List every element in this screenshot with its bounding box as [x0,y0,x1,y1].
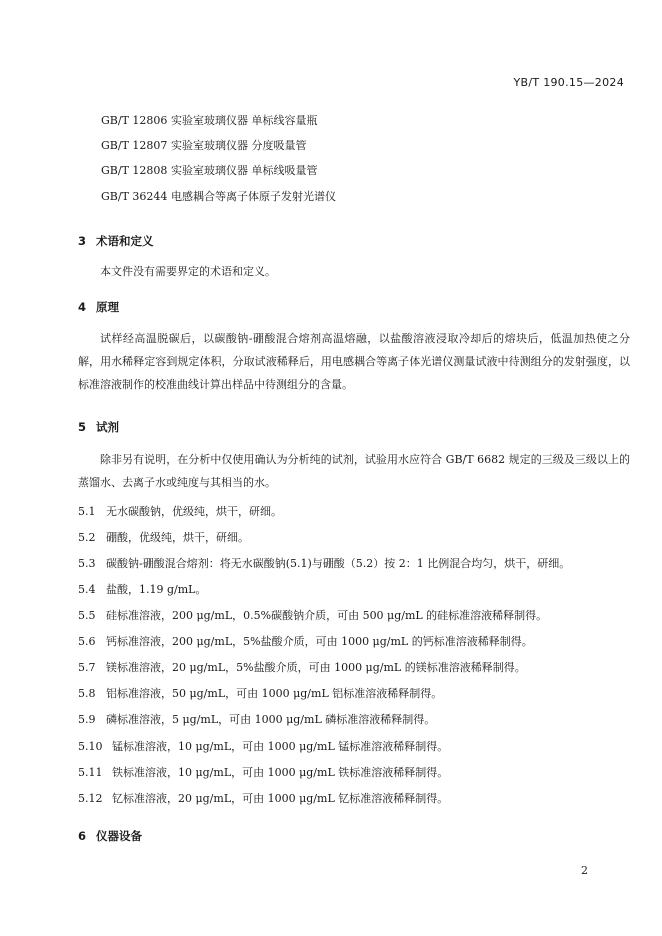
reagent-item: 5.5 硅标准溶液，200 μg/mL，0.5%碳酸钠介质，可由 500 μg/mL 的硅标准溶液稀释制得。 [78,609,548,622]
reference-code: GB/T 12808 [101,164,168,177]
section-4-heading: 4 原理 [78,300,119,314]
reagent-item: 5.10 锰标准溶液，10 μg/mL，可由 1000 μg/mL 锰标准溶液稀释制得。 [78,740,449,753]
reagent-item: 5.7 镁标准溶液，20 μg/mL，5%盐酸介质，可由 1000 μg/mL 的镁标准溶液稀释制得。 [78,661,526,674]
reagent-item: 5.3 碳酸钠-硼酸混合熔剂：将无水碳酸钠(5.1)与硼酸（5.2）按 2：1 比例混合均匀，烘干，研细。 [78,557,571,570]
section-3-body: 本文件没有需要界定的术语和定义。 [100,265,276,278]
reagent-item: 5.4 盐酸，1.19 g/mL。 [78,583,207,596]
reference-item [101,137,307,153]
section-6-heading: 6 仪器设备 [78,829,142,843]
reference-code: GB/T 12806 [101,114,168,127]
section-4-body: 试样经高温脱碳后，以碳酸钠-硼酸混合熔剂高温熔融，以盐酸溶液浸取冷却后的熔块后，低温加热使之分解，用水稀释定容到规定体积，分取试液稀释后，用电感耦合等离子体光谱仪测量试液中待测组分的发射强度，以标准溶液制作的校准曲线计算出样品中待测组分的含量。 [78,332,630,391]
section-3-heading: 3 术语和定义 [78,234,154,248]
reagent-item: 5.1 无水碳酸钠，优级纯，烘干，研细。 [78,505,282,518]
page-number: 2 [581,864,588,877]
reagent-item: 5.6 钙标准溶液，200 μg/mL，5%盐酸介质，可由 1000 μg/mL 的钙标准溶液稀释制得。 [78,635,533,648]
reference-code: GB/T 12807 [101,139,168,152]
reference-title: 实验室玻璃仪器 单标线吸量管 [171,164,318,177]
section-5-intro: 除非另有说明，在分析中仅使用确认为分析纯的试剂，试验用水应符合 GB/T 6682 规定的三级及三级以上的蒸馏水、去离子水或纯度与其相当的水。 [78,453,630,489]
reference-title: 实验室玻璃仪器 单标线容量瓶 [171,114,318,127]
reference-title: 实验室玻璃仪器 分度吸量管 [171,139,307,152]
standard-code: YB/T 190.15—2024 [513,76,624,89]
reference-item [101,188,336,204]
reagent-item: 5.8 铝标准溶液，50 μg/mL，可由 1000 μg/mL 铝标准溶液稀释制得。 [78,687,443,700]
reference-code: GB/T 36244 [101,190,168,203]
reference-title: 电感耦合等离子体原子发射光谱仪 [171,190,336,203]
reference-item [101,112,318,128]
reference-item [101,162,318,178]
reagent-item: 5.2 硼酸，优级纯，烘干，研细。 [78,531,249,544]
reagent-item: 5.9 磷标准溶液，5 μg/mL，可由 1000 μg/mL 磷标准溶液稀释制得。 [78,713,436,726]
reagent-item: 5.12 钇标准溶液，20 μg/mL，可由 1000 μg/mL 钇标准溶液稀释制得。 [78,792,449,805]
reagent-item: 5.11 铁标准溶液，10 μg/mL，可由 1000 μg/mL 铁标准溶液稀释制得。 [78,766,449,779]
section-5-heading: 5 试剂 [78,420,119,434]
